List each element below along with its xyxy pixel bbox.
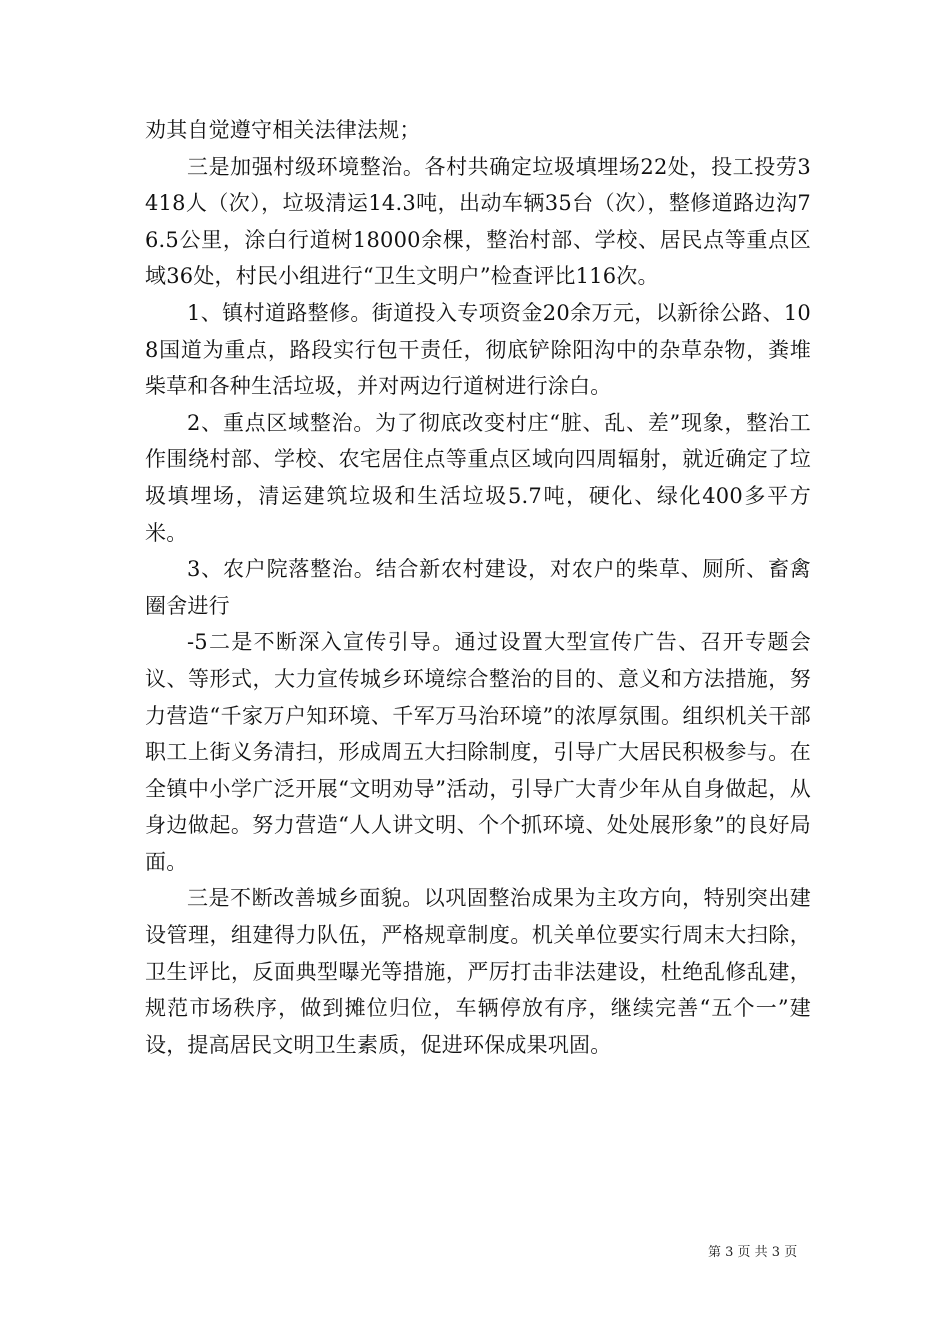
paragraph-courtyard: 3、农户院落整治。结合新农村建设，对农户的柴草、厕所、畜禽圈舍进行 xyxy=(145,557,811,618)
page-number-footer: 第 3 页 共 3 页 xyxy=(708,1245,798,1260)
paragraph-continuation: 劝其自觉遵守相关法律法规； xyxy=(145,118,421,142)
paragraph-urban-rural: 三是不断改善城乡面貌。以巩固整治成果为主攻方向，特别突出建设管理，组建得力队伍，严格规章制度。机关单位要实行周末大扫除，卫生评比，反面典型曝光等措施，严厉打击非法建设，杜绝乱修乱建，规范市场秩序，做到摊位归位，车辆停放有序，继续完善“五个一”建设，提高居民文明卫生素质，促进环保成果巩固。 xyxy=(145,886,811,1057)
paragraph-village-environment: 三是加强村级环境整治。各村共确定垃圾填埋场22处，投工投劳3418人（次），垃圾清运14.3吨，出动车辆35台（次），整修道路边沟76.5公里，涂白行道树18000余棵，整治村部、学校、居民点等重点区域36处，村民小组进行“卫生文明户”检查评比116次。 xyxy=(145,154,811,289)
paragraph-key-area: 2、重点区域整治。为了彻底改变村庄“脏、乱、差”现象，整治工作围绕村部、学校、农宅居住点等重点区域向四周辐射，就近确定了垃圾填埋场，清运建筑垃圾和生活垃圾5.7吨，硬化、绿化400多平方米。 xyxy=(145,410,811,545)
paragraph-publicity: -5二是不断深入宣传引导。通过设置大型宣传广告、召开专题会议、等形式，大力宣传城乡环境综合整治的目的、意义和方法措施，努力营造“千家万户知环境、千军万马治环境”的浓厚氛围。组织机关干部职工上街义务清扫，形成周五大扫除制度，引导广大居民积极参与。在全镇中小学广泛开展“文明劝导”活动，引导广大青少年从自身做起，从身边做起。努力营造“人人讲文明、个个抓环境、处处展形象”的良好局面。 xyxy=(145,630,811,874)
paragraph-road-repair: 1、镇村道路整修。街道投入专项资金20余万元，以新徐公路、108国道为重点，路段实行包干责任，彻底铲除阳沟中的杂草杂物，粪堆柴草和各种生活垃圾，并对两边行道树进行涂白。 xyxy=(145,300,811,399)
document-body xyxy=(145,112,811,1063)
